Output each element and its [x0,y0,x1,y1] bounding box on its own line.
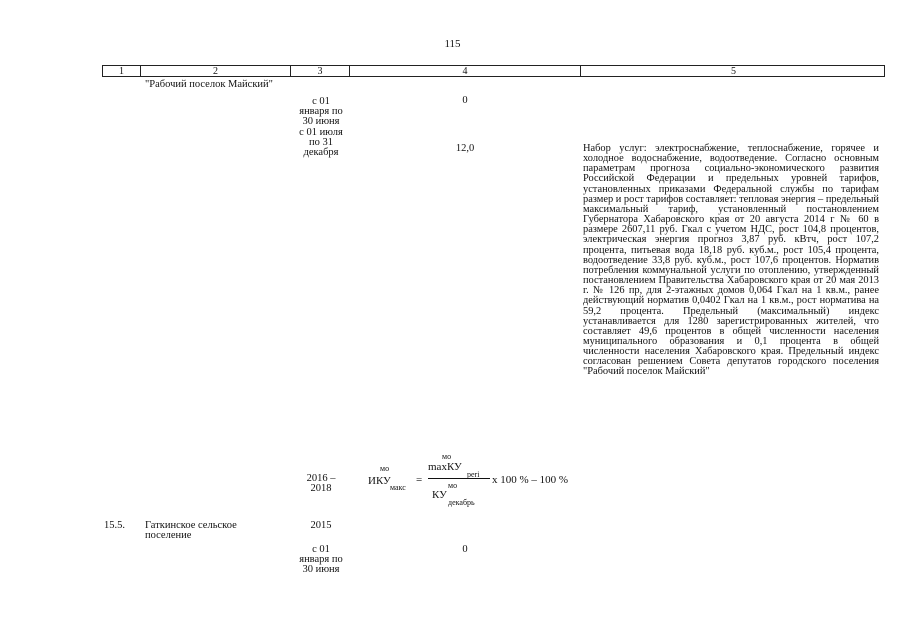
formula-denominator: КУ [432,489,447,501]
period-second-half: с 01 июля по 31 декабря [299,127,343,158]
index-value-first-half: 0 [462,95,468,106]
formula-lhs-sub: макс [390,483,406,492]
formula-num-sub: peri [467,470,480,479]
formula-years: 2016 – 2018 [306,473,336,494]
year-2015: 2015 [310,520,332,531]
formula-lhs-sup: мо [380,464,390,473]
header-col-4: 4 [350,66,581,76]
header-col-5: 5 [731,66,736,77]
index-formula [352,452,587,512]
formula-numerator: maxКУ [428,461,462,473]
formula-lhs: ИКУ [368,475,391,487]
header-col-3: 3 [291,66,350,76]
municipality-name: "Рабочий поселок Майский" [145,79,273,90]
municipality-name-2: Гаткинское сельское поселение [145,520,237,541]
formula-den-sup: мо [448,481,458,490]
period-first-half: с 01 января по 30 июня [299,96,343,127]
formula-den-sub: декабрь [448,498,475,507]
formula-tail: x 100 % – 100 % [492,474,569,486]
period-first-half-2: с 01 января по 30 июня [299,544,343,575]
formula-num-sup: мо [442,452,452,461]
fraction-bar [428,478,490,479]
table-header-row [102,65,885,77]
header-col-2: 2 [141,66,291,76]
row-number: 15.5. [104,520,125,531]
formula-equals: = [416,474,423,486]
justification-note: Набор услуг: электроснабжение, теплоснабжение, горячее и холодное водоснабжение, водоотведение. Согласно основным параметрам прогноза социально-экономического развития Российской Федерации и предельных уровней тарифов, установленных приказами Федеральной службы по тарифам размер и рост тарифов составляет: тепловая энергия – предельный максимальный тариф, установленный постановлением Губернатора Хабаровского края от 20 августа 2014 г № 60 в размере 2607,11 руб. Гкал с учетом НДС, рост 104,8 процентов, электрическая энергия прогноз 3,87 руб. кВтч, рост 107,2 процента, питьевая вода 18,18 руб. куб.м., рост 105,4 процента, водоотведение 33,8 руб. куб.м., рост 107,6 процентов. Норматив потребления коммунальной услуги по отоплению, утвержденный постановлением Правительства Хабаровского края от 20 мая 2013 г. № 126 пр, для 2-этажных домов 0,064 Гкал на 1 кв.м., ранее действующий норматив 0,0402 Гкал на 1 кв.м., рост норматива на 59,2 процента. Предельный (максимальный) индекс устанавливается для 1280 зарегистрированных жителей, что составляет 49,6 процентов в общей численности населения муниципального образования и 0,1 процента в общей численности населения Хабаровского края. Предельный индекс согласован решением Совета депутатов городского поселения "Рабочий поселок Майский" [583,143,879,378]
page-number: 115 [444,38,461,50]
index-value-first-half-2: 0 [462,544,468,555]
header-col-1: 1 [103,66,141,76]
index-value-second-half: 12,0 [455,143,475,154]
